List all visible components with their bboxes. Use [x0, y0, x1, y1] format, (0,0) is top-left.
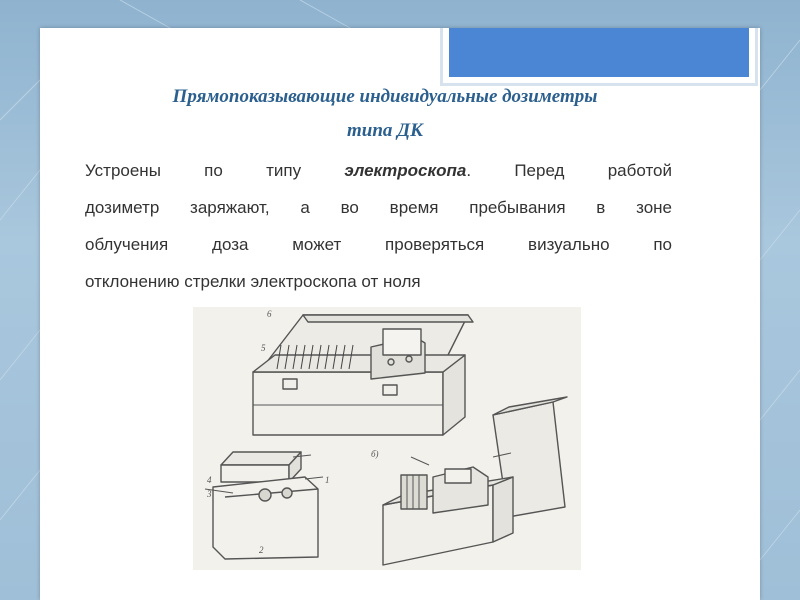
svg-text:5: 5 [261, 343, 266, 353]
body-text [85, 152, 672, 300]
slide-title-line-2: типа ДК [346, 120, 424, 141]
svg-text:2: 2 [259, 545, 264, 555]
dosimeter-drawing [193, 307, 581, 570]
body-line-1-end: . Перед работой [466, 161, 672, 180]
svg-text:1: 1 [325, 475, 330, 485]
electroscope-term: электроскопа [344, 161, 467, 180]
svg-text:4: 4 [207, 475, 212, 485]
body-line-1 [85, 152, 672, 189]
svg-text:б): б) [371, 449, 379, 459]
body-line-2: дозиметр заряжают, а во время пребывания в зоне [85, 198, 672, 217]
body-line-3: облучения доза может проверяться визуально по [85, 235, 672, 254]
body-line-4: отклонению стрелки электроскопа от ноля [85, 272, 421, 291]
slide-title [100, 80, 670, 148]
accent-bar [440, 28, 758, 86]
slide-title-line-1: Прямопоказывающие индивидуальные дозиметры [172, 86, 598, 107]
accent-bar-fill [449, 28, 749, 77]
svg-text:3: 3 [207, 489, 212, 499]
svg-text:6: 6 [267, 309, 272, 319]
body-line-1-start: Устроены по типу [85, 161, 345, 180]
dosimeter-kit-illustration [193, 307, 581, 570]
